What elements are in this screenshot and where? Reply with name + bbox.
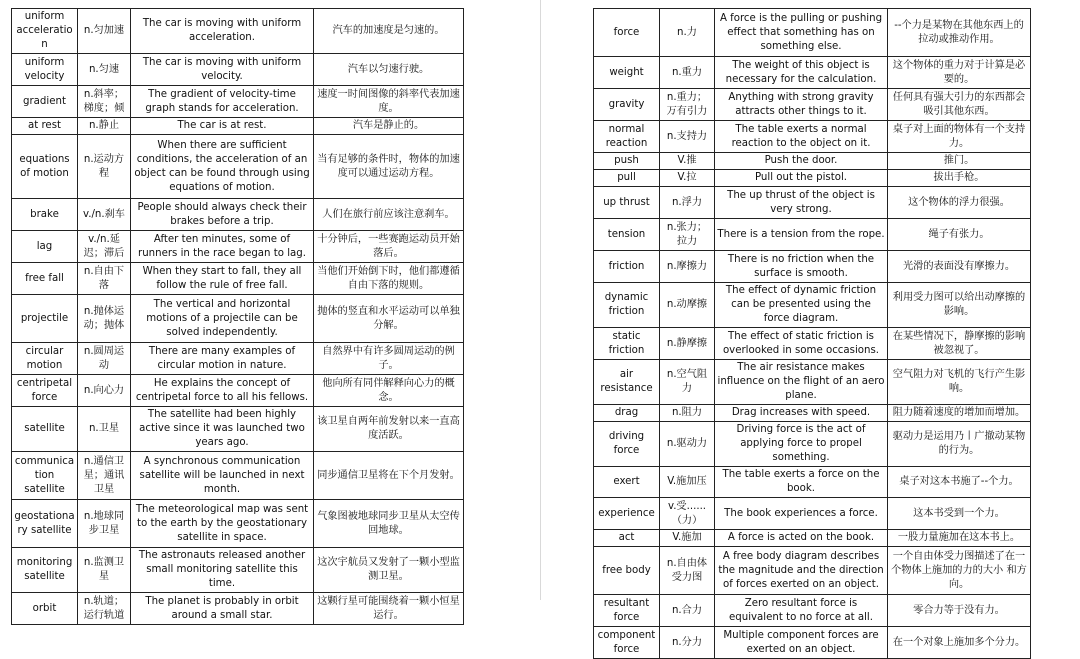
example-sentence-cell: The car is moving with uniform velocity.: [131, 54, 314, 86]
part-of-speech-cell: n.斜率；梯度；倾: [78, 86, 131, 118]
translation-cell: 这个物体的浮力很强。: [888, 187, 1031, 219]
page-left: [0, 0, 540, 621]
term-cell: air resistance: [594, 360, 660, 405]
part-of-speech-cell: n.空气阻力: [660, 360, 715, 405]
translation-cell: 空气阻力对飞机的飞行产生影响。: [888, 360, 1031, 405]
part-of-speech-cell: n.圆周运动: [78, 343, 131, 375]
translation-cell: 十分钟后，一些赛跑运动员开始落后。: [314, 231, 464, 263]
example-sentence-cell: The planet is probably in orbit around a small star.: [131, 593, 314, 625]
translation-cell: 桌子对上面的物体有一个支持力。: [888, 121, 1031, 153]
part-of-speech-cell: n.动摩擦: [660, 283, 715, 328]
part-of-speech-cell: n.通信卫星；通讯卫星: [78, 452, 131, 500]
vocab-row: [12, 263, 464, 295]
part-of-speech-cell: V.施加: [660, 530, 715, 547]
example-sentence-cell: People should always check their brakes before a trip.: [131, 199, 314, 231]
translation-cell: 速度一时间图像的斜率代表加速度。: [314, 86, 464, 118]
translation-cell: 抛体的竖直和水平运动可以单独分解。: [314, 295, 464, 343]
term-cell: push: [594, 153, 660, 170]
vocab-row: [12, 54, 464, 86]
term-cell: exert: [594, 467, 660, 498]
translation-cell: 同步通信卫星将在下个月发射。: [314, 452, 464, 500]
vocab-row: [594, 498, 1031, 530]
part-of-speech-cell: n.地球同步卫星: [78, 500, 131, 548]
vocab-row: [594, 251, 1031, 283]
vocab-row: [12, 407, 464, 452]
part-of-speech-cell: v./n.延迟；滞后: [78, 231, 131, 263]
vocab-row: [12, 375, 464, 407]
example-sentence-cell: The vertical and horizontal motions of a projectile can be solved independently.: [131, 295, 314, 343]
example-sentence-cell: The weight of this object is necessary for the calculation.: [715, 57, 888, 89]
term-cell: weight: [594, 57, 660, 89]
part-of-speech-cell: n.匀速: [78, 54, 131, 86]
vocab-row: [12, 343, 464, 375]
part-of-speech-cell: n.向心力: [78, 375, 131, 407]
vocab-row: [594, 595, 1031, 627]
term-cell: dynamic friction: [594, 283, 660, 328]
example-sentence-cell: The air resistance makes influence on the flight of an aero plane.: [715, 360, 888, 405]
term-cell: friction: [594, 251, 660, 283]
vocab-row: [594, 467, 1031, 498]
part-of-speech-cell: n.自由下落: [78, 263, 131, 295]
example-sentence-cell: Multiple component forces are exerted on an object.: [715, 627, 888, 659]
vocab-row: [12, 548, 464, 593]
part-of-speech-cell: n.重力: [660, 57, 715, 89]
translation-cell: 阻力随着速度的增加而增加。: [888, 405, 1031, 422]
term-cell: static friction: [594, 328, 660, 360]
vocab-row: [594, 405, 1031, 422]
term-cell: gradient: [12, 86, 78, 118]
term-cell: uniform acceleration: [12, 9, 78, 54]
term-cell: component force: [594, 627, 660, 659]
vocab-table-left: [11, 8, 464, 625]
translation-cell: 汽车以匀速行驶。: [314, 54, 464, 86]
example-sentence-cell: The car is moving with uniform acceleration.: [131, 9, 314, 54]
part-of-speech-cell: n.抛体运动；抛体: [78, 295, 131, 343]
example-sentence-cell: When they start to fall, they all follow the rule of free fall.: [131, 263, 314, 295]
example-sentence-cell: The up thrust of the object is very strong.: [715, 187, 888, 219]
translation-cell: 桌子对这本书施了--个力。: [888, 467, 1031, 498]
part-of-speech-cell: n.重力；万有引力: [660, 89, 715, 121]
term-cell: free body: [594, 547, 660, 595]
term-cell: at rest: [12, 118, 78, 135]
example-sentence-cell: There are many examples of circular motion in nature.: [131, 343, 314, 375]
vocab-row: [12, 452, 464, 500]
example-sentence-cell: A synchronous communication satellite will be launched in next month.: [131, 452, 314, 500]
term-cell: drag: [594, 405, 660, 422]
vocab-table-right: [593, 8, 1031, 659]
example-sentence-cell: A force is the pulling or pushing effect that something has on something else.: [715, 9, 888, 57]
part-of-speech-cell: n.自由体受力图: [660, 547, 715, 595]
vocab-row: [594, 9, 1031, 57]
translation-cell: 气象图被地球同步卫星从太空传回地球。: [314, 500, 464, 548]
translation-cell: 零合力等于没有力。: [888, 595, 1031, 627]
term-cell: driving force: [594, 422, 660, 467]
part-of-speech-cell: n.浮力: [660, 187, 715, 219]
translation-cell: 汽车是静止的。: [314, 118, 464, 135]
page-right: [541, 0, 1080, 655]
part-of-speech-cell: n.分力: [660, 627, 715, 659]
translation-cell: 在某些情况下，静摩擦的影响被忽视了。: [888, 328, 1031, 360]
vocab-row: [594, 547, 1031, 595]
example-sentence-cell: The table exerts a force on the book.: [715, 467, 888, 498]
translation-cell: 他向所有同伴解释向心力的概念。: [314, 375, 464, 407]
term-cell: pull: [594, 170, 660, 187]
translation-cell: 驱动力是运用乃丨广撤动某物的行为。: [888, 422, 1031, 467]
term-cell: resultant force: [594, 595, 660, 627]
term-cell: brake: [12, 199, 78, 231]
term-cell: orbit: [12, 593, 78, 625]
example-sentence-cell: The car is at rest.: [131, 118, 314, 135]
part-of-speech-cell: n.匀加速: [78, 9, 131, 54]
part-of-speech-cell: n.阻力: [660, 405, 715, 422]
term-cell: circular motion: [12, 343, 78, 375]
translation-cell: 利用受力图可以给出动摩擦的影响。: [888, 283, 1031, 328]
part-of-speech-cell: n.张力；拉力: [660, 219, 715, 251]
part-of-speech-cell: n.轨道；运行轨道: [78, 593, 131, 625]
term-cell: projectile: [12, 295, 78, 343]
vocab-row: [12, 500, 464, 548]
translation-cell: 这颗行星可能围绕着一颗小恒星运行。: [314, 593, 464, 625]
term-cell: monitoring satellite: [12, 548, 78, 593]
part-of-speech-cell: n.静止: [78, 118, 131, 135]
translation-cell: 人们在旅行前应该注意刹车。: [314, 199, 464, 231]
translation-cell: 拔出手枪。: [888, 170, 1031, 187]
term-cell: communication satellite: [12, 452, 78, 500]
example-sentence-cell: A free body diagram describes the magnitude and the direction of forces exerted on an object.: [715, 547, 888, 595]
vocab-row: [594, 89, 1031, 121]
vocab-row: [594, 422, 1031, 467]
part-of-speech-cell: n.卫星: [78, 407, 131, 452]
term-cell: gravity: [594, 89, 660, 121]
term-cell: satellite: [12, 407, 78, 452]
vocab-row: [12, 118, 464, 135]
term-cell: normal reaction: [594, 121, 660, 153]
example-sentence-cell: Drag increases with speed.: [715, 405, 888, 422]
term-cell: uniform velocity: [12, 54, 78, 86]
example-sentence-cell: Pull out the pistol.: [715, 170, 888, 187]
vocab-row: [594, 360, 1031, 405]
part-of-speech-cell: n.运动方程: [78, 135, 131, 199]
example-sentence-cell: Push the door.: [715, 153, 888, 170]
example-sentence-cell: The book experiences a force.: [715, 498, 888, 530]
vocab-row: [594, 328, 1031, 360]
translation-cell: 这次宇航员又发射了一颗小型监测卫星。: [314, 548, 464, 593]
example-sentence-cell: The effect of dynamic friction can be presented using the force diagram.: [715, 283, 888, 328]
term-cell: up thrust: [594, 187, 660, 219]
translation-cell: 绳子有张力。: [888, 219, 1031, 251]
translation-cell: --个力是某物在其他东西上的拉动或推动作用。: [888, 9, 1031, 57]
vocab-row: [594, 219, 1031, 251]
term-cell: centripetal force: [12, 375, 78, 407]
example-sentence-cell: The satellite had been highly active since it was launched two years ago.: [131, 407, 314, 452]
translation-cell: 一股力量施加在这本书上。: [888, 530, 1031, 547]
vocab-row: [594, 283, 1031, 328]
example-sentence-cell: Anything with strong gravity attracts other things to it.: [715, 89, 888, 121]
translation-cell: 光滑的表面没有摩擦力。: [888, 251, 1031, 283]
vocab-row: [12, 9, 464, 54]
translation-cell: 该卫星自两年前发射以来一直高度活跃。: [314, 407, 464, 452]
vocab-row: [594, 187, 1031, 219]
example-sentence-cell: When there are sufficient conditions, the acceleration of an object can be found through using equations of motion.: [131, 135, 314, 199]
term-cell: tension: [594, 219, 660, 251]
part-of-speech-cell: n.监测卫星: [78, 548, 131, 593]
part-of-speech-cell: v.受......（力）: [660, 498, 715, 530]
vocab-row: [12, 231, 464, 263]
term-cell: geostationary satellite: [12, 500, 78, 548]
vocab-row: [594, 153, 1031, 170]
translation-cell: 这本书受到一个力。: [888, 498, 1031, 530]
term-cell: act: [594, 530, 660, 547]
part-of-speech-cell: n.支持力: [660, 121, 715, 153]
vocab-row: [12, 295, 464, 343]
example-sentence-cell: There is no friction when the surface is smooth.: [715, 251, 888, 283]
part-of-speech-cell: V.推: [660, 153, 715, 170]
vocab-row: [594, 121, 1031, 153]
part-of-speech-cell: n.摩擦力: [660, 251, 715, 283]
example-sentence-cell: Zero resultant force is equivalent to no force at all.: [715, 595, 888, 627]
example-sentence-cell: The gradient of velocity-time graph stands for acceleration.: [131, 86, 314, 118]
term-cell: equations of motion: [12, 135, 78, 199]
translation-cell: 一个自由体受力图描述了在一个物体上施加的力的大小 和方向。: [888, 547, 1031, 595]
example-sentence-cell: Driving force is the act of applying force to propel something.: [715, 422, 888, 467]
part-of-speech-cell: n.合力: [660, 595, 715, 627]
example-sentence-cell: The meteorological map was sent to the earth by the geostationary satellite in space.: [131, 500, 314, 548]
vocab-row: [594, 530, 1031, 547]
vocab-row: [12, 199, 464, 231]
term-cell: force: [594, 9, 660, 57]
part-of-speech-cell: V.拉: [660, 170, 715, 187]
translation-cell: 这个物体的重力对于计算是必要的。: [888, 57, 1031, 89]
translation-cell: 当他们开始倒下时，他们都遵循自由下落的规则。: [314, 263, 464, 295]
term-cell: lag: [12, 231, 78, 263]
part-of-speech-cell: V.施加压: [660, 467, 715, 498]
translation-cell: 汽车的加速度是匀速的。: [314, 9, 464, 54]
term-cell: experience: [594, 498, 660, 530]
vocab-row: [12, 593, 464, 625]
vocab-row: [12, 135, 464, 199]
translation-cell: 任何具有强大引力的东西都会吸引其他东西。: [888, 89, 1031, 121]
example-sentence-cell: After ten minutes, some of runners in the race began to lag.: [131, 231, 314, 263]
example-sentence-cell: The astronauts released another small monitoring satellite this time.: [131, 548, 314, 593]
translation-cell: 推门。: [888, 153, 1031, 170]
example-sentence-cell: There is a tension from the rope.: [715, 219, 888, 251]
vocab-row: [12, 86, 464, 118]
example-sentence-cell: The table exerts a normal reaction to the object on it.: [715, 121, 888, 153]
example-sentence-cell: The effect of static friction is overlooked in some occasions.: [715, 328, 888, 360]
translation-cell: 在一个对象上施加多个分力。: [888, 627, 1031, 659]
part-of-speech-cell: v./n.刹车: [78, 199, 131, 231]
example-sentence-cell: A force is acted on the book.: [715, 530, 888, 547]
part-of-speech-cell: n.静摩擦: [660, 328, 715, 360]
translation-cell: 自然界中有许多圆周运动的例子。: [314, 343, 464, 375]
part-of-speech-cell: n.驱动力: [660, 422, 715, 467]
vocab-row: [594, 170, 1031, 187]
translation-cell: 当有足够的条件时，物体的加速度可以通过运动方程。: [314, 135, 464, 199]
part-of-speech-cell: n.力: [660, 9, 715, 57]
vocab-row: [594, 57, 1031, 89]
example-sentence-cell: He explains the concept of centripetal force to all his fellows.: [131, 375, 314, 407]
term-cell: free fall: [12, 263, 78, 295]
vocab-row: [594, 627, 1031, 659]
